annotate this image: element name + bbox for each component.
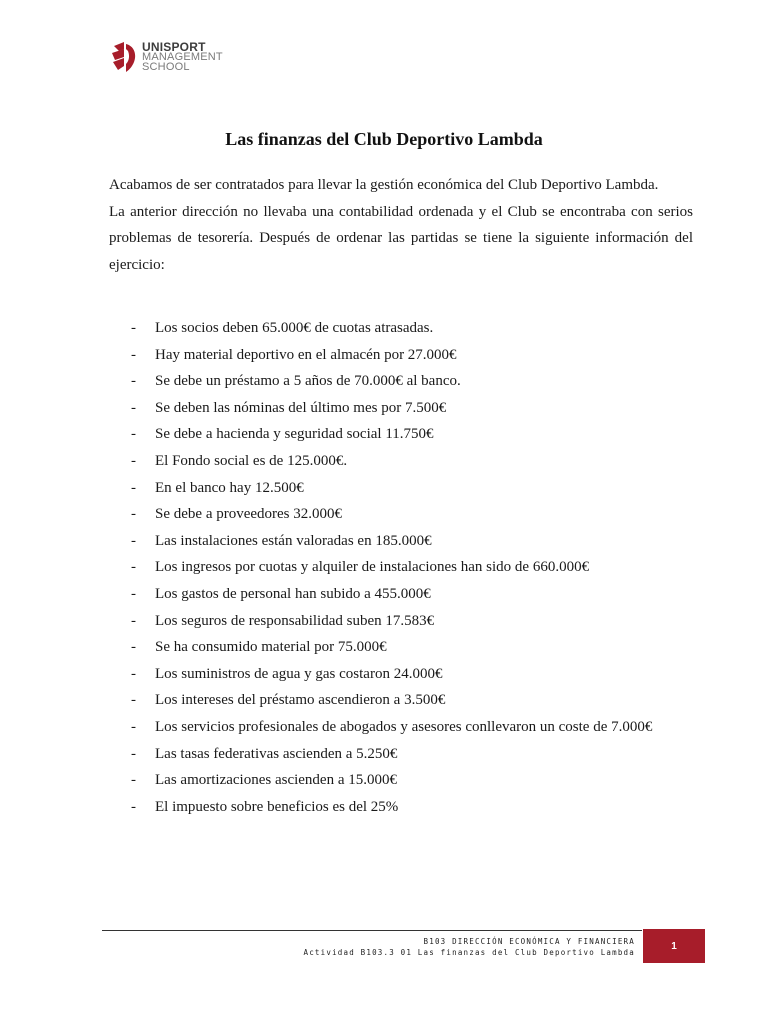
list-item	[109, 581, 709, 608]
list-item-text: Se debe un préstamo a 5 años de 70.000€ al banco.	[155, 373, 461, 390]
bullet-dash: -	[131, 585, 136, 602]
financial-items-list	[109, 315, 709, 820]
bullet-dash: -	[131, 479, 136, 496]
list-item-text: Las instalaciones están valoradas en 185.000€	[155, 532, 432, 549]
list-item-text: Los gastos de personal han subido a 455.000€	[155, 585, 431, 602]
list-item-text: Las tasas federativas ascienden a 5.250€	[155, 745, 398, 762]
document-title: Las finanzas del Club Deportivo Lambda	[225, 129, 543, 149]
list-item-text: Los suministros de agua y gas costaron 24.000€	[155, 665, 443, 682]
list-item	[109, 767, 709, 794]
list-item-text: Los servicios profesionales de abogados y asesores conllevaron un coste de 7.000€	[155, 718, 653, 735]
bullet-dash: -	[131, 506, 136, 523]
bullet-dash: -	[131, 665, 136, 682]
bullet-dash: -	[131, 452, 136, 469]
list-item-text: Las amortizaciones ascienden a 15.000€	[155, 772, 397, 789]
footer-caption	[304, 936, 636, 958]
list-item	[109, 421, 709, 448]
bullet-dash: -	[131, 532, 136, 549]
list-item	[109, 395, 709, 422]
intro-text	[109, 172, 693, 278]
footer-divider	[102, 930, 642, 931]
footer-course: B103 DIRECCIÓN ECONÓMICA Y FINANCIERA	[423, 937, 635, 946]
list-item-text: Los seguros de responsabilidad suben 17.583€	[155, 612, 435, 629]
list-item	[109, 661, 709, 688]
bullet-dash: -	[131, 692, 136, 709]
list-item-text: Se ha consumido material por 75.000€	[155, 639, 387, 656]
list-item	[109, 608, 709, 635]
list-item	[109, 741, 709, 768]
bullet-dash: -	[131, 320, 136, 336]
list-item-text: Los intereses del préstamo ascendieron a 3.500€	[155, 692, 446, 709]
list-item	[109, 315, 709, 342]
bullet-dash: -	[131, 718, 136, 735]
list-item	[109, 528, 709, 555]
list-item-text: Se deben las nóminas del último mes por 7.500€	[155, 399, 447, 416]
logo-wordmark	[142, 42, 223, 72]
unisport-logo	[110, 40, 223, 74]
list-item-text: Se debe a proveedores 32.000€	[155, 506, 343, 523]
list-item	[109, 634, 709, 661]
bullet-dash: -	[131, 373, 136, 390]
list-item-text: En el banco hay 12.500€	[155, 479, 304, 496]
list-item-text: El Fondo social es de 125.000€.	[155, 452, 348, 469]
list-item-text: Los ingresos por cuotas y alquiler de instalaciones han sido de 660.000€	[155, 559, 590, 576]
list-item	[109, 475, 709, 502]
footer-activity: Actividad B103.3 01 Las finanzas del Club Deportivo Lambda	[303, 948, 635, 957]
bullet-dash: -	[131, 399, 136, 416]
bullet-dash: -	[131, 426, 136, 443]
bullet-dash: -	[131, 559, 136, 576]
list-item	[109, 448, 709, 475]
list-item-text: Se debe a hacienda y seguridad social 11.750€	[155, 426, 434, 443]
list-item	[109, 794, 709, 821]
bullet-dash: -	[131, 798, 136, 815]
list-item	[109, 501, 709, 528]
bullet-dash: -	[131, 612, 136, 629]
list-item	[109, 342, 709, 369]
list-item	[109, 368, 709, 395]
list-item	[109, 714, 709, 741]
list-item-text: Hay material deportivo en el almacén por 27.000€	[155, 346, 457, 363]
intro-paragraph-1: Acabamos de ser contratados para llevar la gestión económica del Club Deportivo Lambda.	[109, 177, 659, 193]
page-number: 1	[643, 929, 705, 963]
list-item	[109, 687, 709, 714]
bullet-dash: -	[131, 639, 136, 656]
bullet-dash: -	[131, 772, 136, 789]
bullet-dash: -	[131, 346, 136, 363]
bullet-dash: -	[131, 745, 136, 762]
intro-paragraph-2: La anterior dirección no llevaba una contabilidad ordenada y el Club se encontraba con serios problemas de tesorería. Después de ordenar las partidas se tiene la siguiente información del ejercicio:	[109, 203, 693, 273]
logo-line1: UNISPORT	[142, 40, 206, 54]
list-item	[109, 554, 709, 581]
logo-line3: SCHOOL	[142, 61, 190, 73]
list-item-text: Los socios deben 65.000€ de cuotas atrasadas.	[155, 320, 434, 336]
list-item-text: El impuesto sobre beneficios es del 25%	[155, 798, 399, 815]
logo-emblem-icon	[110, 40, 138, 74]
logo-line2: MANAGEMENT	[142, 51, 223, 63]
